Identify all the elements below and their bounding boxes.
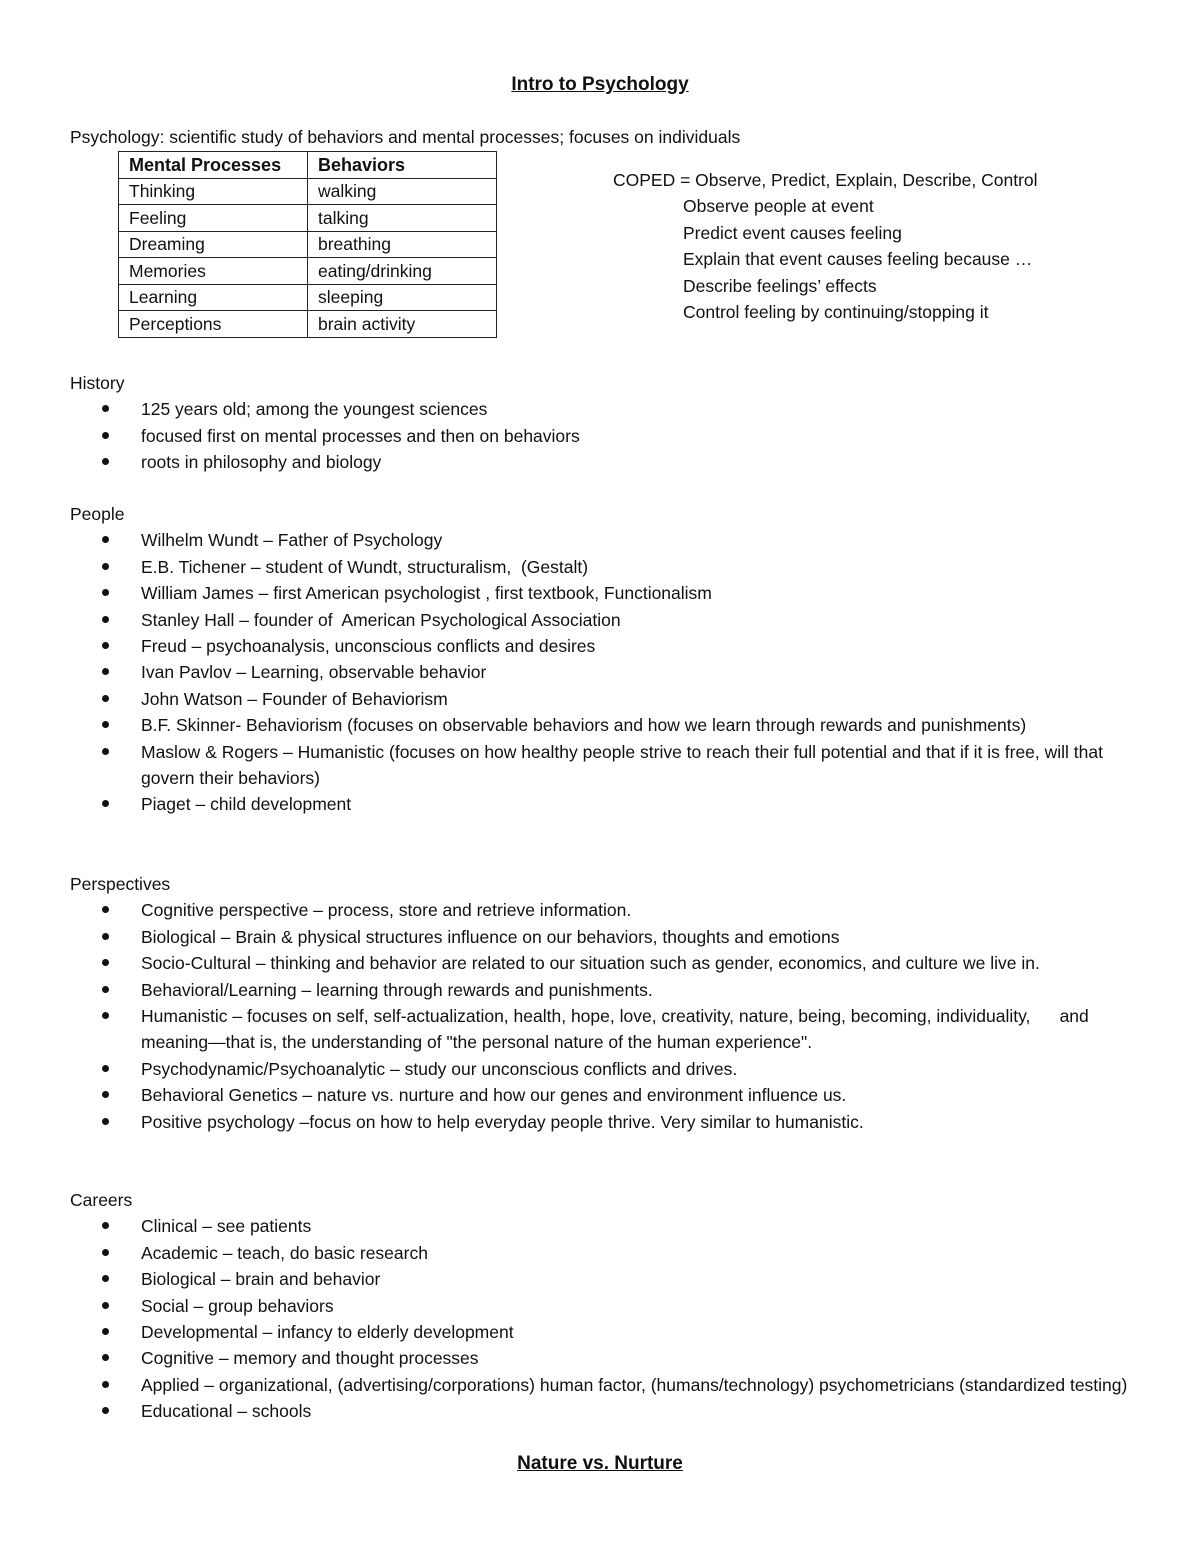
list-item-text: Cognitive perspective – process, store and retrieve information.	[141, 900, 632, 921]
list-item-text: Stanley Hall – founder of American Psychological Association	[141, 609, 621, 630]
table-cell: Feeling	[119, 205, 308, 232]
mental-processes-behaviors-table	[118, 151, 497, 338]
table-cell: talking	[308, 205, 497, 232]
table-header-cell: Behaviors	[308, 152, 497, 179]
list-item-text: Biological – brain and behavior	[141, 1269, 381, 1290]
history-list	[70, 396, 1140, 475]
list-item	[70, 712, 1140, 738]
table-row	[119, 258, 497, 285]
list-item-text: Ivan Pavlov – Learning, observable behavior	[141, 662, 487, 683]
list-item-text: focused first on mental processes and then on behaviors	[141, 425, 580, 446]
list-item	[70, 1345, 1140, 1371]
table-cell: Dreaming	[119, 231, 308, 258]
bullet-icon	[102, 458, 109, 465]
bullet-icon	[102, 1091, 109, 1098]
bullet-icon	[102, 959, 109, 966]
list-item	[70, 449, 1140, 475]
bullet-icon	[102, 432, 109, 439]
table-header-row	[119, 152, 497, 179]
list-item	[70, 1003, 1140, 1056]
list-item	[70, 396, 1140, 422]
list-item-text: Humanistic – focuses on self, self-actualization, health, hope, love, creativity, nature, being, becoming, individuality, and meaning—that is, the understanding of "the personal nature of the human experience".	[141, 1006, 1094, 1053]
table-cell: breathing	[308, 231, 497, 258]
list-item	[70, 659, 1140, 685]
bullet-icon	[102, 536, 109, 543]
list-item-text: Applied – organizational, (advertising/corporations) human factor, (humans/technology) psychometricians (standardized testing)	[141, 1374, 1128, 1395]
bullet-icon	[102, 800, 109, 807]
bullet-icon	[102, 642, 109, 649]
coped-item: Predict event causes feeling	[683, 222, 902, 243]
bullet-icon	[102, 589, 109, 596]
list-item-text: Piaget – child development	[141, 794, 352, 815]
bullet-icon	[102, 986, 109, 993]
psychology-definition: Psychology: scientific study of behaviors and mental processes; focuses on individuals	[70, 127, 741, 147]
people-section	[70, 501, 1140, 818]
table-cell: eating/drinking	[308, 258, 497, 285]
list-item	[70, 739, 1140, 792]
coped-item: Explain that event causes feeling because …	[683, 249, 1033, 270]
careers-list	[70, 1213, 1140, 1424]
bullet-icon	[102, 1275, 109, 1282]
bullet-icon	[102, 1118, 109, 1125]
list-item-text: Developmental – infancy to elderly development	[141, 1322, 514, 1343]
bullet-icon	[102, 405, 109, 412]
bullet-icon	[102, 1354, 109, 1361]
bullet-icon	[102, 1222, 109, 1229]
table-cell: brain activity	[308, 311, 497, 338]
section-heading: People	[70, 504, 125, 524]
list-item-text: Maslow & Rogers – Humanistic (focuses on how healthy people strive to reach their full potential and that if it is free, will that govern their behaviors)	[141, 741, 1108, 789]
bullet-icon	[102, 906, 109, 913]
list-item	[70, 1213, 1140, 1239]
list-item-text: Cognitive – memory and thought processes	[141, 1348, 479, 1369]
list-item	[70, 1266, 1140, 1292]
bullet-icon	[102, 563, 109, 570]
bullet-icon	[102, 1328, 109, 1335]
bullet-icon	[102, 668, 109, 675]
table-header-cell: Mental Processes	[119, 152, 308, 179]
list-item-text: Social – group behaviors	[141, 1295, 334, 1316]
table-cell: sleeping	[308, 284, 497, 311]
list-item	[70, 580, 1140, 606]
list-item	[70, 977, 1140, 1003]
table-cell: walking	[308, 178, 497, 205]
table-cell: Memories	[119, 258, 308, 285]
list-item-text: Socio-Cultural – thinking and behavior are related to our situation such as gender, economics, and culture we live in.	[141, 953, 1040, 974]
list-item	[70, 1082, 1140, 1108]
perspectives-section	[70, 871, 1140, 1135]
table-row	[119, 178, 497, 205]
list-item	[70, 924, 1140, 950]
list-item	[70, 1372, 1140, 1398]
page-title: Intro to Psychology	[511, 74, 689, 95]
list-item	[70, 554, 1140, 580]
table-row	[119, 311, 497, 338]
table-row	[119, 284, 497, 311]
list-item	[70, 897, 1140, 923]
section-heading: Careers	[70, 1190, 133, 1210]
list-item-text: E.B. Tichener – student of Wundt, structuralism, (Gestalt)	[141, 556, 589, 577]
table-row	[119, 231, 497, 258]
table-cell: Thinking	[119, 178, 308, 205]
bullet-icon	[102, 695, 109, 702]
coped-item: Control feeling by continuing/stopping it	[683, 301, 989, 322]
list-item-text: Psychodynamic/Psychoanalytic – study our unconscious conflicts and drives.	[141, 1058, 738, 1079]
list-item	[70, 633, 1140, 659]
careers-section	[70, 1187, 1140, 1425]
list-item-text: Wilhelm Wundt – Father of Psychology	[141, 530, 443, 551]
bullet-icon	[102, 1407, 109, 1414]
history-section	[70, 370, 1140, 476]
bullet-icon	[102, 748, 109, 755]
list-item	[70, 607, 1140, 633]
table-cell: Perceptions	[119, 311, 308, 338]
coped-block	[613, 170, 1038, 328]
list-item	[70, 527, 1140, 553]
list-item-text: Positive psychology –focus on how to help everyday people thrive. Very similar to humanistic.	[141, 1111, 864, 1132]
list-item	[70, 791, 1140, 817]
list-item	[70, 1319, 1140, 1345]
list-item-text: Behavioral Genetics – nature vs. nurture and how our genes and environment influence us.	[141, 1085, 847, 1106]
coped-item: Describe feelings’ effects	[683, 275, 877, 296]
table-row	[119, 205, 497, 232]
section-title-nature-vs-nurture: Nature vs. Nurture	[517, 1453, 683, 1474]
coped-heading: COPED = Observe, Predict, Explain, Describe, Control	[613, 170, 1038, 190]
list-item-text: Academic – teach, do basic research	[141, 1242, 428, 1263]
list-item	[70, 1056, 1140, 1082]
bullet-icon	[102, 721, 109, 728]
list-item	[70, 686, 1140, 712]
list-item-text: Freud – psychoanalysis, unconscious conflicts and desires	[141, 636, 596, 657]
bullet-icon	[102, 1249, 109, 1256]
section-heading: History	[70, 373, 125, 393]
table-cell: Learning	[119, 284, 308, 311]
bullet-icon	[102, 933, 109, 940]
list-item-text: roots in philosophy and biology	[141, 452, 382, 473]
people-list	[70, 527, 1140, 817]
list-item	[70, 1293, 1140, 1319]
bullet-icon	[102, 1065, 109, 1072]
list-item-text: Behavioral/Learning – learning through rewards and punishments.	[141, 979, 653, 1000]
list-item	[70, 423, 1140, 449]
list-item	[70, 950, 1140, 976]
bullet-icon	[102, 1381, 109, 1388]
bullet-icon	[102, 1302, 109, 1309]
list-item-text: Biological – Brain & physical structures influence on our behaviors, thoughts and emotions	[141, 926, 840, 947]
bullet-icon	[102, 616, 109, 623]
list-item-text: William James – first American psychologist , first textbook, Functionalism	[141, 583, 712, 604]
list-item-text: John Watson – Founder of Behaviorism	[141, 688, 448, 709]
list-item-text: Educational – schools	[141, 1401, 312, 1422]
bullet-icon	[102, 1012, 109, 1019]
list-item	[70, 1109, 1140, 1135]
list-item-text: Clinical – see patients	[141, 1216, 312, 1237]
list-item-text: 125 years old; among the youngest sciences	[141, 399, 488, 420]
section-heading: Perspectives	[70, 874, 171, 894]
perspectives-list	[70, 897, 1140, 1135]
coped-item: Observe people at event	[683, 196, 874, 217]
list-item	[70, 1240, 1140, 1266]
list-item-text: B.F. Skinner- Behaviorism (focuses on observable behaviors and how we learn through rewards and punishments)	[141, 715, 1027, 736]
list-item	[70, 1398, 1140, 1424]
